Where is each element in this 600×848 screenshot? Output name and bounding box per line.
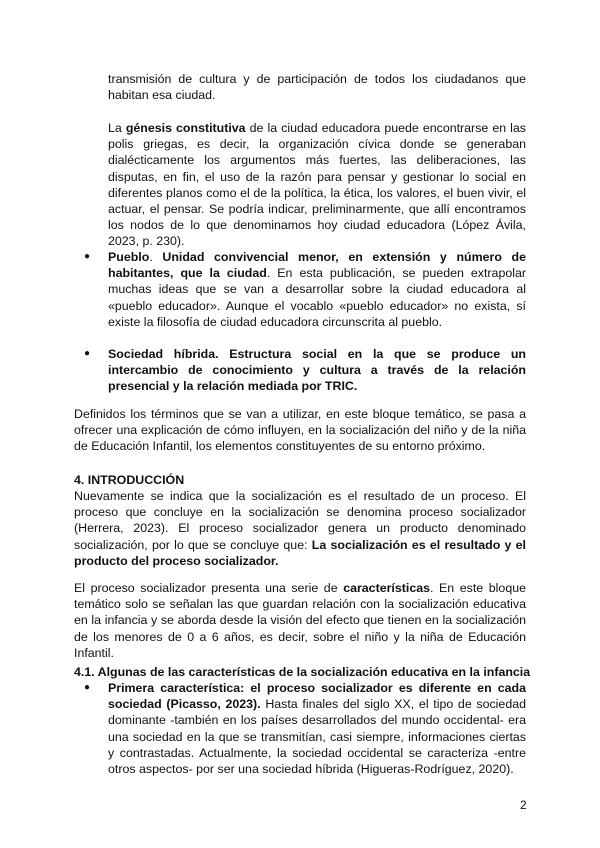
pueblo-term: Pueblo <box>108 250 150 264</box>
caracteristicas-term: características <box>343 581 430 595</box>
bullet-sociedad-hibrida <box>84 346 526 395</box>
paragraph-intro-text: transmisión de cultura y de participación de todos los ciudadanos que habitan esa ciudad. <box>108 72 526 103</box>
bullet-pueblo: ● Pueblo. Unidad convivencial menor, en extensión y número de habitantes, que la ciudad. En esta publicación, se pueden extrapolar muchas ideas que se van a desarrollar sobre la ciudad educadora al «pueblo educador». Aunque el vocablo «pueblo educador» no exista, sí existe la filosofía de ciudad educadora circunscrita al pueblo. <box>84 250 526 329</box>
paragraph-definidos: Definidos los términos que se van a utilizar, en este bloque temático, se pasa a ofrecer una explicación de cómo influyen, en la socialización del niño y de la niña de Educación Infantil, los elementos constituyentes de su entorno próximo. <box>74 407 526 454</box>
paragraph-intro <box>108 71 526 103</box>
sociedad-hibrida-definition: Sociedad híbrida. Estructura social en la que se produce un intercambio de conocimiento y cultura a través de la relación presencial y la relación mediada por TRIC. <box>108 347 526 394</box>
socializacion-conclusion: La socialización es el resultado y el producto del proceso socializador. <box>74 537 526 568</box>
bullet-icon: ● <box>84 348 91 359</box>
section-heading-4-1: 4.1. Algunas de las características de la socialización educativa en la infancia <box>74 665 531 679</box>
genesis-term: génesis constitutiva <box>125 121 246 135</box>
pueblo-definition: Unidad convivencial menor, en extensión y número de habitantes, que la ciudad <box>108 250 526 281</box>
section-heading-4: 4. INTRODUCCIÓN <box>74 473 185 487</box>
paragraph-genesis: La génesis constitutiva de la ciudad educadora puede encontrarse en las polis griegas, es decir, la organización cívica donde se generaban dialécticamente los argumentos más fuertes, las deliberaciones, las disputas, en fin, el uso de la razón para pensar y gestionar lo social en diferentes planos como el de la política, la ética, los valores, el buen vivir, el actuar, el pensar. Se podría indicar, preliminarmente, que allí encontramos los nodos de lo que denominamos hoy ciudad educadora (López Ávila, 2023, p. 230). <box>108 121 526 249</box>
bullet-icon: ● <box>84 251 91 262</box>
page-number: 2 <box>520 798 527 812</box>
paragraph-nuevamente: Nuevamente se indica que la socialización es el resultado de un proceso. El proceso que concluye en la socialización se denomina proceso socializador (Herrera, 2023). El proceso socializador genera un producto denominado socialización, por lo que se concluye que: La socialización es el resultado y el producto del proceso socializador. <box>74 489 526 568</box>
paragraph-caracteristicas: El proceso socializador presenta una serie de características. En este bloque temático solo se señalan las que guardan relación con la socialización educativa en la infancia y se aborda desde la visión del efecto que tienen en la socialización de los menores de 0 a 6 años, es decir, sobre el niño y la niña de Educación Infantil. <box>74 581 526 660</box>
primera-caracteristica-title: Primera característica: el proceso socializador es diferente en cada sociedad (Picasso, 2023). <box>108 681 526 712</box>
bullet-primera-caracteristica: ● Primera característica: el proceso socializador es diferente en cada sociedad (Picasso, 2023). Hasta finales del siglo XX, el tipo de sociedad dominante -también en los países desarrollados del mundo occidental- era una sociedad en la que se transmitían, casi siempre, informaciones ciertas y contrastadas. Actualmente, la sociedad occidental se caracteriza -entre otros aspectos- por ser una sociedad híbrida (Higueras-Rodríguez, 2020). <box>84 681 526 777</box>
bullet-icon: ● <box>84 682 91 693</box>
